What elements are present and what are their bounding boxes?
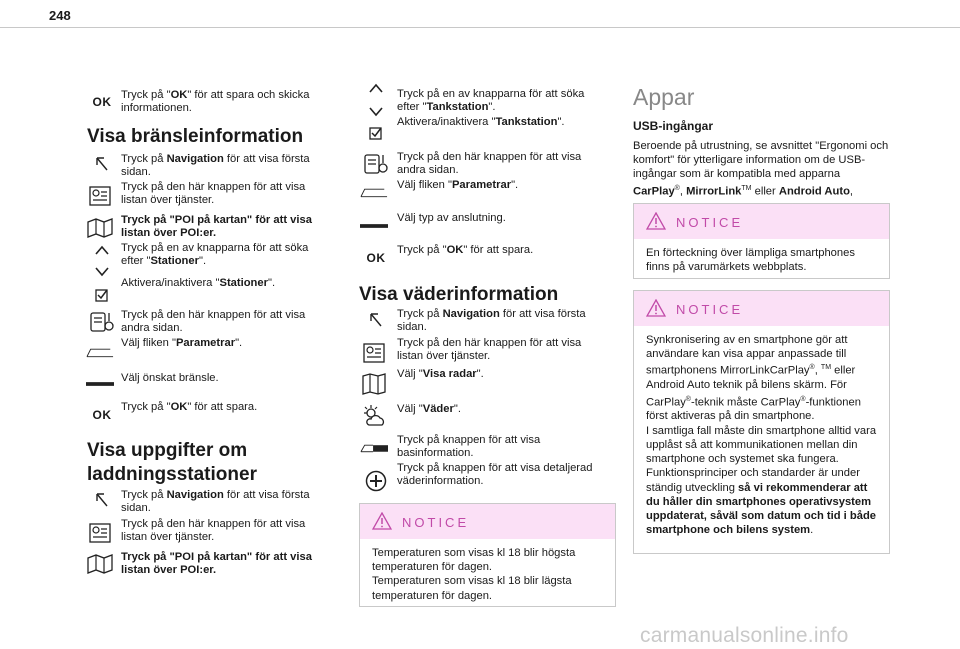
radar-map-icon [360, 372, 388, 396]
usb-heading: USB-ingångar [633, 119, 714, 133]
notice-title: NOTICE [676, 215, 744, 230]
fuel-step-5: Aktivera/inaktivera "Stationer". [121, 277, 276, 289]
usb-text: Beroende på utrustning, se avsnittet "Ergonomi och komfort" för ytterligare information om de USB-ingångar som är kompatibla med apparna CarPlay®, MirrorLink™ eller Android Auto, [633, 140, 889, 198]
warning-icon [646, 212, 666, 235]
charging-step-2: Tryck på den här knappen för att visa listan över tjänster. [121, 518, 306, 544]
services-list-icon [86, 521, 114, 545]
fuel-step-3: Tryck på "POI på kartan" för att visa listan över POI:er. [121, 214, 312, 240]
fuel-step-1: Tryck på Navigation för att visa första sidan. [121, 153, 310, 179]
fuel-step-4: Tryck på en av knapparna för att söka efter "Stationer". [121, 242, 309, 268]
ok-icon: OK [92, 408, 112, 422]
secondary-page-icon [88, 310, 116, 334]
warning-icon [372, 512, 392, 535]
sync-notice [633, 290, 890, 554]
notice-body: Synkronisering av en smartphone gör att användare kan visa appar anpassade till smartphonens MirrorLinkCarPlay®, ™ eller Android Auto teknik på bilens skärm. För CarPlay®-teknik måste CarPlay®-funktionen först aktiveras på din smartphone. I samtliga fall måste din smartphone alltid vara upplåst så att kommunikationen mellan din smartphone och systemet ska fungera. Funktionsprinciper och standarder är under ständig utveckling så vi rekommenderar att du håller din smartphones operativsystem uppdaterat, såväl som datum och tid i både smartphone och bilens system. [646, 334, 877, 537]
warning-icon [646, 299, 666, 322]
charging-heading-line-2: laddningsstationer [87, 464, 257, 485]
step-ok-send: Tryck på "OK" för att spara och skicka informationen. [121, 89, 310, 115]
notice-line-2: Temperaturen som visas kl 18 blir lägsta temperaturen för dagen. [372, 575, 572, 602]
ok-icon: OK [366, 251, 386, 265]
notice-body: En förteckning över lämpliga smartphones finns på varumärkets webbplats. [646, 247, 855, 274]
chevron-down-icon[interactable] [362, 106, 390, 118]
basic-info-icon[interactable] [360, 442, 388, 454]
weather-sun-cloud-icon [360, 404, 388, 428]
ok-icon: OK [92, 95, 112, 109]
col2-step-2: Aktivera/inaktivera "Tankstation". [397, 116, 565, 128]
weather-step-5: Tryck på knappen för att visa basinformation. [397, 434, 541, 460]
weather-step-3: Välj "Visa radar". [397, 368, 484, 380]
weather-step-2: Tryck på den här knappen för att visa listan över tjänster. [397, 337, 582, 363]
plus-circle-icon[interactable] [362, 470, 390, 492]
apps-heading: Appar [633, 84, 695, 110]
page-number: 248 [49, 8, 71, 23]
poi-map-icon [86, 552, 114, 576]
charging-step-3: Tryck på "POI på kartan" för att visa listan över POI:er. [121, 551, 312, 577]
charging-step-1: Tryck på Navigation för att visa första sidan. [121, 489, 310, 515]
services-list-icon [86, 184, 114, 208]
fuel-step-2: Tryck på den här knappen för att visa listan över tjänster. [121, 181, 306, 207]
col2-step-4: Välj fliken "Parametrar". [397, 179, 519, 191]
col2-step-6: Tryck på "OK" för att spara. [397, 244, 534, 256]
weather-step-1: Tryck på Navigation för att visa första sidan. [397, 308, 586, 334]
weather-step-6: Tryck på knappen för att visa detaljerad väderinformation. [397, 462, 593, 488]
chevron-up-icon[interactable] [362, 82, 390, 94]
chevron-down-icon[interactable] [88, 266, 116, 278]
notice-title: NOTICE [402, 515, 470, 530]
bar-icon [86, 380, 114, 388]
smartphones-notice [633, 203, 890, 279]
navigation-icon [88, 156, 116, 172]
notice-header [360, 504, 615, 539]
checkbox-icon[interactable] [362, 126, 390, 140]
fuel-heading: Visa bränsleinformation [87, 126, 304, 147]
header-rule [0, 27, 960, 28]
chevron-up-icon[interactable] [88, 244, 116, 256]
navigation-icon [362, 312, 390, 328]
fuel-step-8: Välj önskat bränsle. [121, 372, 219, 384]
notice-body [360, 539, 615, 611]
notice-header [634, 204, 889, 239]
fuel-step-7: Välj fliken "Parametrar". [121, 337, 243, 349]
secondary-page-icon [362, 152, 390, 176]
charging-heading-line-1: Visa uppgifter om [87, 440, 248, 461]
col2-step-5: Välj typ av anslutning. [397, 212, 506, 224]
tab-icon [86, 346, 114, 358]
tab-icon [360, 186, 388, 198]
notice-title: NOTICE [676, 302, 744, 317]
col2-step-1: Tryck på en av knapparna för att söka efter "Tankstation". [397, 88, 585, 114]
weather-step-4: Välj "Väder". [397, 403, 461, 415]
watermark: carmanualsonline.info [640, 624, 849, 647]
weather-heading: Visa väderinformation [359, 284, 559, 305]
checkbox-icon[interactable] [88, 288, 116, 302]
col2-step-3: Tryck på den här knappen för att visa andra sidan. [397, 151, 582, 177]
services-list-icon [360, 341, 388, 365]
weather-notice [359, 503, 616, 607]
fuel-step-9: Tryck på "OK" för att spara. [121, 401, 258, 413]
navigation-icon [88, 492, 116, 508]
bar-icon [360, 222, 388, 230]
poi-map-icon [86, 216, 114, 240]
notice-header [634, 291, 889, 326]
fuel-step-6: Tryck på den här knappen för att visa andra sidan. [121, 309, 306, 335]
notice-line-1: Temperaturen som visas kl 18 blir högsta temperaturen för dagen. [372, 547, 576, 574]
